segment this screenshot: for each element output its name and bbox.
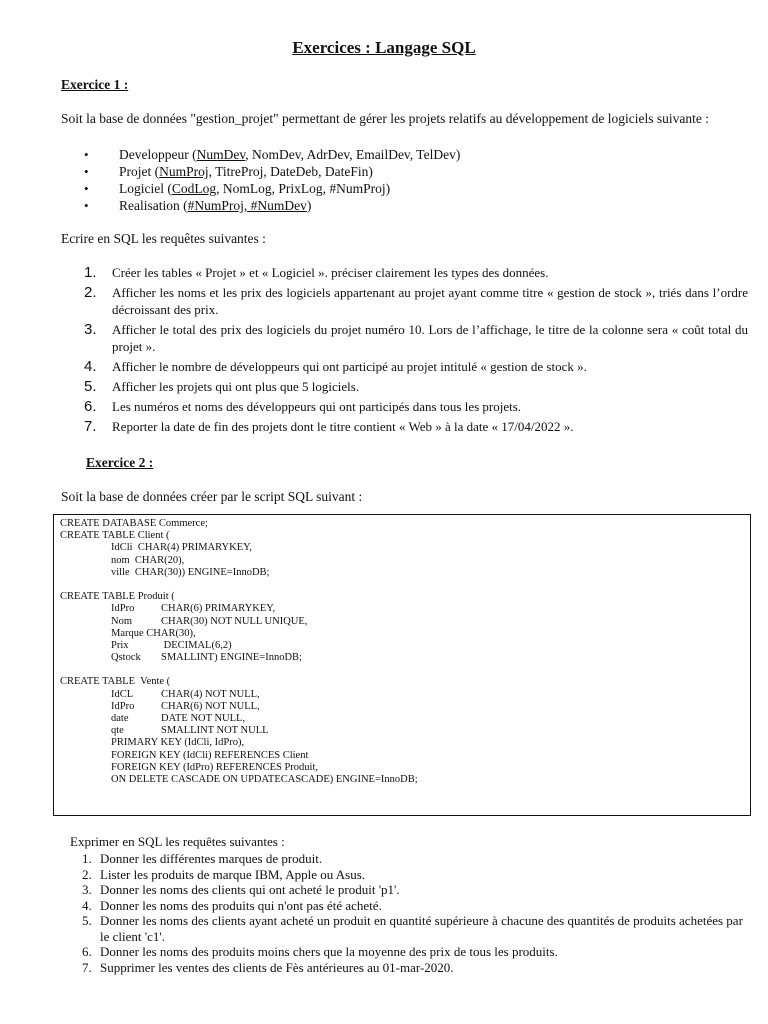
code-line: IdCL CHAR(4) NOT NULL,: [111, 688, 260, 700]
code-line: PRIMARY KEY (IdCli, IdPro),: [111, 737, 245, 749]
list-item: 4. Donner les noms des produits qui n'ont pas été acheté.: [82, 897, 382, 913]
list-item: 5. Afficher les projets qui ont plus que 5 logiciels.: [84, 378, 360, 395]
list-item: 6. Les numéros et noms des développeurs qui ont participés dans tous les projets.: [84, 398, 522, 415]
code-line: CREATE TABLE Produit (: [60, 591, 175, 603]
code-line: IdPro CHAR(6) PRIMARYKEY,: [111, 603, 276, 615]
list-item: 4. Afficher le nombre de développeurs qui ont participé au projet intitulé « gestion de stock ».: [84, 358, 587, 375]
exercise-2-intro: Soit la base de données créer par le script SQL suivant :: [61, 489, 363, 504]
exercise-1-heading: Exercice 1 :: [61, 77, 129, 92]
code-line: [60, 579, 750, 591]
exercise-2-heading: Exercice 2 :: [86, 455, 154, 470]
code-line: IdCli CHAR(4) PRIMARYKEY,: [111, 542, 252, 554]
list-item: 3. Donner les noms des clients qui ont acheté le produit 'p1'.: [82, 882, 400, 897]
list-item: 1. Créer les tables « Projet » et « Logiciel ». préciser clairement les types des données.: [84, 264, 549, 281]
list-item: 1. Donner les différentes marques de produit.: [82, 851, 323, 866]
exercise-1-intro: Soit la base de données "gestion_projet" permettant de gérer les projets relatifs au développement de logiciels suivante :: [61, 111, 709, 126]
code-line: qte SMALLINT NOT NULL: [111, 725, 269, 737]
exercise-2-questions: [82, 851, 752, 975]
code-line: CREATE TABLE Client (: [60, 530, 170, 542]
schema-item: • Projet (NumProj, TitreProj, DateDeb, DateFin): [84, 163, 460, 180]
schema-item: • Logiciel (CodLog, NomLog, PrixLog, #NumProj): [84, 180, 460, 197]
schema-item: • Realisation (#NumProj, #NumDev): [84, 197, 460, 214]
code-line: Nom CHAR(30) NOT NULL UNIQUE,: [111, 615, 308, 627]
list-item: 7. Supprimer les ventes des clients de Fès antérieures au 01-mar-2020.: [82, 959, 454, 975]
code-line: CREATE DATABASE Commerce;: [60, 518, 208, 529]
list-item: 7. Reporter la date de fin des projets dont le titre contient « Web » à la date « 17/04/2022 ».: [84, 418, 574, 435]
sql-script-box: [53, 514, 751, 816]
list-item: 3. Afficher le total des prix des logiciels du projet numéro 10. Lors de l’affichage, le titre de la colonne sera « coût total du projet ».: [84, 321, 748, 354]
code-line: date DATE NOT NULL,: [111, 713, 246, 724]
code-line: Prix DECIMAL(6,2): [111, 639, 232, 651]
page-title: Exercices : Langage SQL: [292, 38, 476, 57]
code-line: Qstock SMALLINT) ENGINE=InnoDB;: [111, 652, 302, 664]
schema-list: [84, 146, 460, 214]
code-line: CREATE TABLE Vente (: [60, 676, 171, 688]
code-line: ON DELETE CASCADE ON UPDATECASCADE) ENGINE=InnoDB;: [111, 773, 418, 785]
code-line: IdPro CHAR(6) NOT NULL,: [111, 700, 260, 712]
exercise-1-questions: [84, 264, 748, 438]
code-line: FOREIGN KEY (IdCli) REFERENCES Client: [111, 749, 309, 761]
code-line: FOREIGN KEY (IdPro) REFERENCES Produit,: [111, 761, 318, 773]
list-item: 2. Afficher les noms et les prix des logiciels appartenant au projet ayant comme titre « gestion de stock », triés dans l’ordre décroissant des prix.: [84, 284, 748, 317]
code-line: ville CHAR(30)) ENGINE=InnoDB;: [111, 566, 270, 578]
code-line: nom CHAR(20),: [111, 554, 185, 566]
list-item: 6. Donner les noms des produits moins chers que la moyenne des prix de tous les produits.: [82, 944, 558, 959]
code-line: Marque CHAR(30),: [111, 627, 196, 639]
exercise-1-prompt: Ecrire en SQL les requêtes suivantes :: [61, 231, 266, 246]
exercise-2-prompt: Exprimer en SQL les requêtes suivantes :: [70, 834, 285, 849]
code-line: [60, 664, 750, 676]
list-item: 2. Lister les produits de marque IBM, Apple ou Asus.: [82, 866, 366, 882]
schema-item: • Developpeur (NumDev, NomDev, AdrDev, EmailDev, TelDev): [84, 146, 460, 163]
list-item: 5. Donner les noms des clients ayant acheté un produit en quantité supérieure à chacune des quantités de produits achetées par le client 'c1'.: [82, 913, 743, 944]
